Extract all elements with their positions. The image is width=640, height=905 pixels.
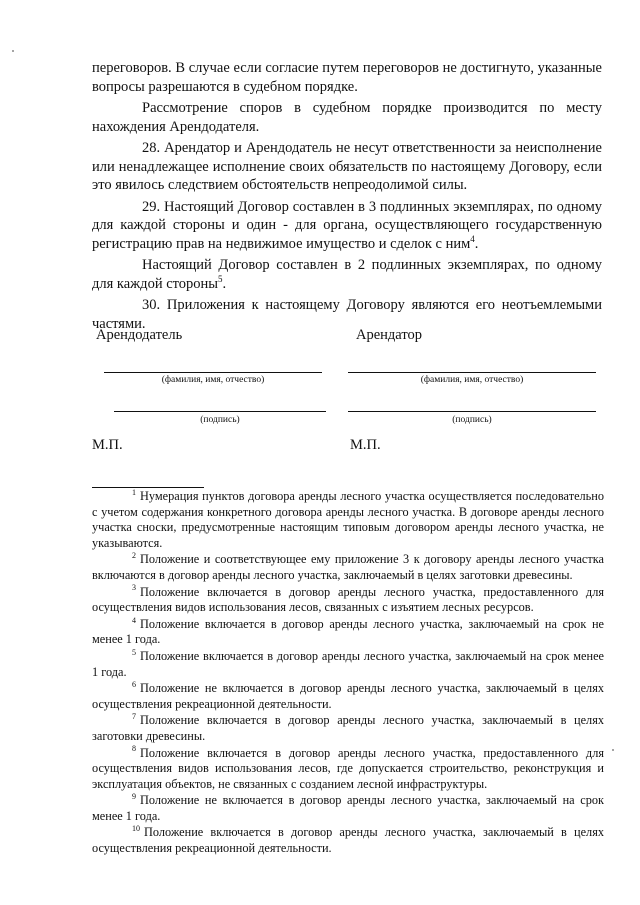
footnote-1: $^1$ Нумерация пунктов договора аренды лесного участка осуществляется последовательно с учетом содержания конкретного договора аренды лесного участка. В договоре аренды лесного участка сноски, предусмотренные настоящим типовым договором аренды лесного участка, не указываются. (92, 487, 604, 550)
paragraph-1: Рассмотрение споров в судебном порядке производится по месту нахождения Арендодателя. (92, 100, 602, 135)
scan-speck (612, 749, 614, 751)
footnote-5: $^5$ Положение включается в договор аренды лесного участка, заключаемый на срок менее 1 года. (92, 647, 604, 679)
lessor-name-line (104, 372, 322, 373)
footnote-6: $^6$ Положение не включается в договор аренды лесного участка, заключаемый в целях осуществления рекреационной деятельности. (92, 680, 604, 711)
lessee-name-line (348, 372, 596, 373)
lessor-stamp-place: М.П. (92, 437, 123, 453)
footnote-10: $^{10}$ Положение включается в договор аренды лесного участка, заключаемый в целях осуществления рекреационной деятельности. (92, 824, 604, 856)
footnote-7: $^7$ Положение включается в договор аренды лесного участка, заключаемый в целях заготовки древесины. (92, 712, 604, 743)
lessor-name-caption: (фамилия, имя, отчество) (161, 375, 265, 385)
footnote-9: $^9$ Положение не включается в договор аренды лесного участка, заключаемый на срок менее 1 года. (92, 792, 604, 823)
footnote-ref-5: 5 (218, 273, 223, 284)
footnote-separator (92, 487, 204, 488)
paragraph-0: переговоров. В случае если согласие путем переговоров не достигнуто, указанные вопросы разрешаются в судебном порядке. (92, 60, 602, 95)
footnote-3: $^3$ Положение включается в договор аренды лесного участка, предоставленного для осуществления видов использования лесов, связанных с изъятием лесных ресурсов. (92, 583, 604, 615)
lessee-signature-line (348, 411, 596, 412)
lessor-label: Арендодатель (96, 327, 183, 343)
lessee-name-caption: (фамилия, имя, отчество) (420, 375, 524, 385)
lessor-signature-caption: (подпись) (200, 415, 240, 425)
footnote-2: $^2$ Положение и соответствующее ему приложение 3 к договору аренды лесного участка включаются в договор аренды лесного участка, заключаемый в целях заготовки древесины. (92, 551, 604, 582)
lessee-signature-caption: (подпись) (452, 415, 492, 425)
lessee-stamp-place: М.П. (350, 437, 381, 453)
footnote-ref-4: 4 (470, 233, 475, 244)
footnote-8: $^8$ Положение включается в договор аренды лесного участка, предоставленного для осуществления видов использования лесов, где допускается строительство, реконструкция и эксплуатация объектов, не связанных с созданием лесной инфраструктуры. (92, 744, 604, 791)
paragraph-29: 29. Настоящий Договор составлен в 3 подлинных экземплярах, по одному для каждой стороны и один - для органа, осуществляющего государственную регистрацию прав на недвижимое имущество и сделок с ним$^4$. (92, 198, 602, 252)
lessee-label: Арендатор (356, 327, 423, 343)
paragraph-30: 30. Приложения к настоящему Договору являются его неотъемлемыми частями. (92, 297, 602, 332)
scan-speck (12, 50, 14, 52)
footnote-4: $^4$ Положение включается в договор аренды лесного участка, заключаемый на срок не менее 1 года. (92, 615, 604, 647)
lessor-signature-line (114, 411, 326, 412)
paragraph-28: 28. Арендатор и Арендодатель не несут ответственности за неисполнение или ненадлежащее исполнение своих обязательств по настоящему Договору, если это явилось следствием обстоятельств непреодолимой силы. (92, 140, 602, 193)
contract-body (92, 59, 602, 336)
paragraph-29-alt: Настоящий Договор составлен в 2 подлинных экземплярах, по одному для каждой стороны$^5$. (92, 257, 602, 292)
footnotes (92, 489, 604, 858)
